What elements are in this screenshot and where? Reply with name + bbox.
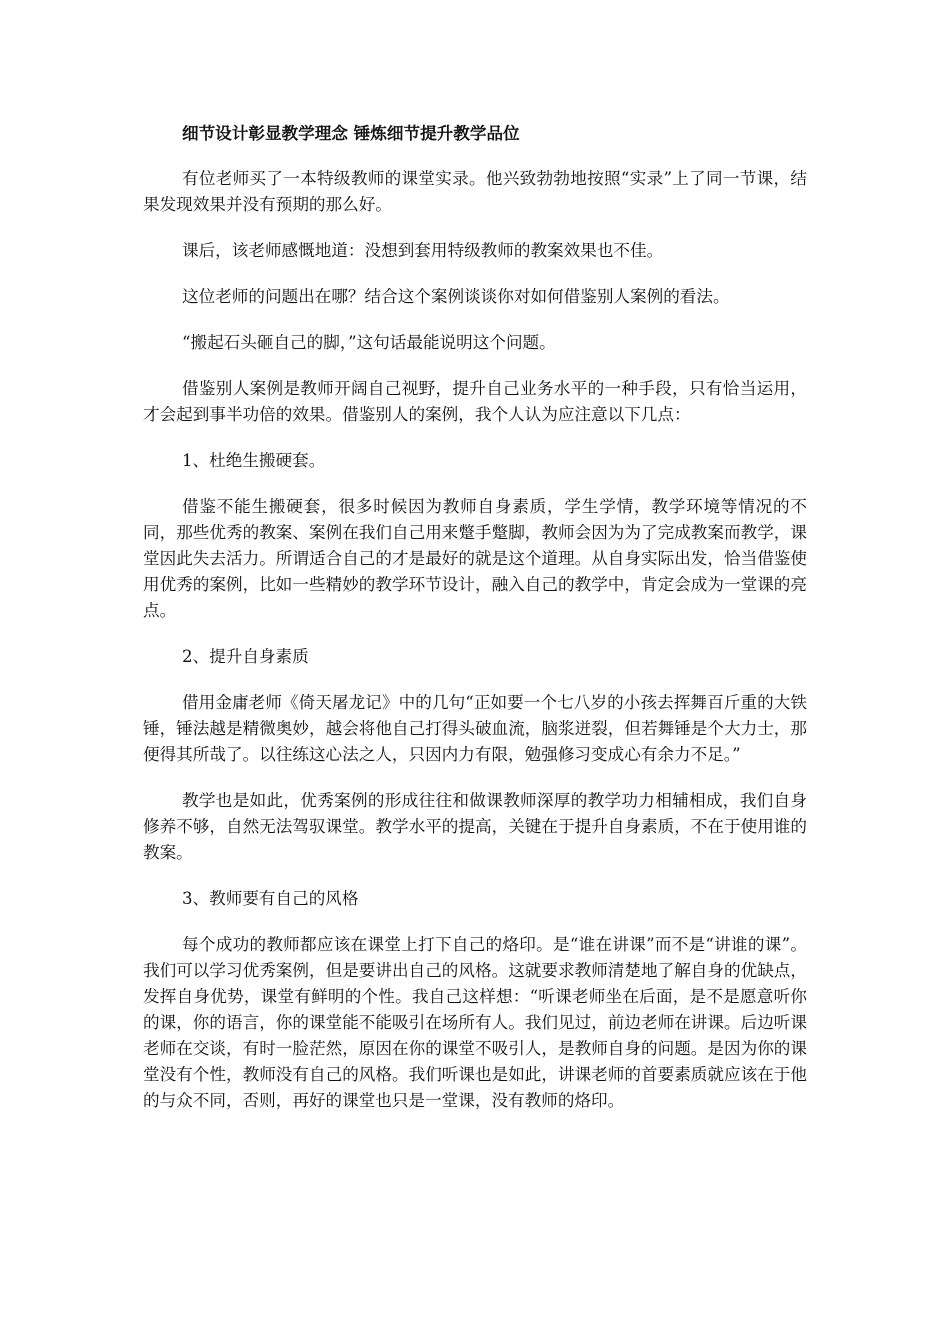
paragraph-4: “搬起石头砸自己的脚，”这句话最能说明这个问题。 [182,333,556,352]
paragraph-9: 每个成功的教师都应该在课堂上打下自己的烙印。是“谁在讲课”而不是“讲谁的课”。我们可以学习优秀案例，但是要讲出自己的风格。这就要求教师清楚地了解自身的优缺点，发挥自身优势，课堂有鲜明的个性。我自己这样想：“听课老师坐在后面，是不是愿意听你的课，你的语言，你的课堂能不能吸引在场所有人。我们见过，前边老师在讲课。后边听课老师在交谈，有时一脸茫然，原因在你的课堂不吸引人，是教师自身的问题。是因为你的课堂没有个性，教师没有自己的风格。我们听课也是如此，讲课老师的首要素质就应该在于他的与众不同，否则，再好的课堂也只是一堂课，没有教师的烙印。 [143,935,807,1110]
paragraph-3: 这位老师的问题出在哪？结合这个案例谈谈你对如何借鉴别人案例的看法。 [182,287,730,306]
document-page [143,120,807,1134]
paragraph-2: 课后，该老师感慨地道：没想到套用特级教师的教案效果也不佳。 [182,241,664,260]
paragraph-7: 借用金庸老师《倚天屠龙记》中的几句“正如要一个七八岁的小孩去挥舞百斤重的大铁锤，锤法越是精微奥妙，越会将他自己打得头破血流，脑浆迸裂，但若舞锤是个大力士，那便得其所哉了。以往练这心法之人，只因内力有限，勉强修习变成心有余力不足。” [143,693,807,764]
document-title: 细节设计彰显教学理念 锤炼细节提升教学品位 [182,123,520,143]
section-heading-1: 1、杜绝生搬硬套。 [182,451,326,470]
paragraph-6: 借鉴不能生搬硬套，很多时候因为教师自身素质，学生学情，教学环境等情况的不同，那些优秀的教案、案例在我们自己用来蹩手蹩脚，教师会因为为了完成教案而教学，课堂因此失去活力。所谓适合自己的才是最好的就是这个道理。从自身实际出发，恰当借鉴使用优秀的案例，比如一些精妙的教学环节设计，融入自己的教学中，肯定会成为一堂课的亮点。 [143,497,807,620]
section-heading-2: 2、提升自身素质 [182,647,309,666]
paragraph-8: 教学也是如此，优秀案例的形成往往和做课教师深厚的教学功力相辅相成，我们自身修养不够，自然无法驾驭课堂。教学水平的提高，关键在于提升自身素质，不在于使用谁的教案。 [143,791,807,862]
section-heading-3: 3、教师要有自己的风格 [182,889,359,908]
paragraph-1: 有位老师买了一本特级教师的课堂实录。他兴致勃勃地按照“实录”上了同一节课，结果发现效果并没有预期的那么好。 [143,169,807,214]
paragraph-5: 借鉴别人案例是教师开阔自己视野，提升自己业务水平的一种手段，只有恰当运用，才会起到事半功倍的效果。借鉴别人的案例，我个人认为应注意以下几点： [143,379,807,424]
